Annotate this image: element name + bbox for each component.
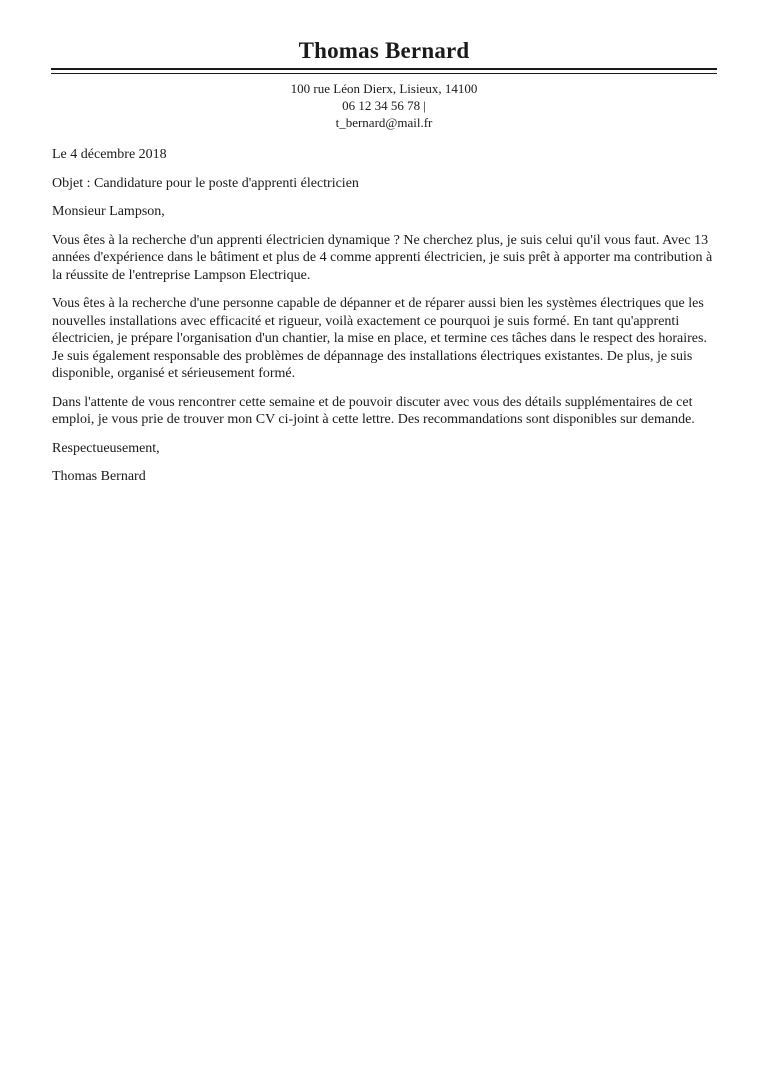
letter-paragraph-3: Dans l'attente de vous rencontrer cette semaine et de pouvoir discuter avec vous des détails supplémentaires de cet emploi, je vous prie de trouver mon CV ci-joint à cette lettre. Des recommandations sont disponibles sur demande.	[52, 394, 695, 427]
letter-signature: Thomas Bernard	[52, 469, 146, 484]
letter-salutation: Monsieur Lampson,	[52, 204, 165, 219]
letter-body	[52, 146, 720, 497]
header-rule-thin	[51, 73, 717, 74]
sender-email: t_bernard@mail.fr	[335, 115, 433, 130]
letter-paragraph-1: Vous êtes à la recherche d'un apprenti électricien dynamique ? Ne cherchez plus, je suis celui qu'il vous faut. Avec 13 années d'expérience dans le bâtiment et plus de 4 comme apprenti électricien, je suis prêt à apporter ma contribution à la réussite de l'entreprise Lampson Electrique.	[52, 232, 713, 283]
sender-phone: 06 12 34 56 78 |	[342, 98, 426, 113]
sender-address: 100 rue Léon Dierx, Lisieux, 14100	[290, 81, 478, 96]
letter-date: Le 4 décembre 2018	[52, 147, 167, 162]
letter-subject: Objet : Candidature pour le poste d'apprenti électricien	[52, 175, 359, 191]
letter-paragraph-2: Vous êtes à la recherche d'une personne capable de dépanner et de réparer aussi bien les systèmes électriques que les nouvelles installations avec efficacité et rigueur, voilà exactement ce pourquoi je suis formé. En tant qu'apprenti électricien, je prépare l'organisation d'un chantier, la mise en place, et termine ces tâches dans le respect des horaires. Je suis également responsable des problèmes de dépannage des installations électriques existantes. De plus, je suis disponible, organisé et sérieusement formé.	[52, 296, 707, 381]
header-rule-thick	[51, 68, 717, 70]
contact-block	[0, 80, 768, 131]
letter-closing: Respectueusement,	[52, 440, 160, 456]
sender-name: Thomas Bernard	[298, 38, 470, 63]
